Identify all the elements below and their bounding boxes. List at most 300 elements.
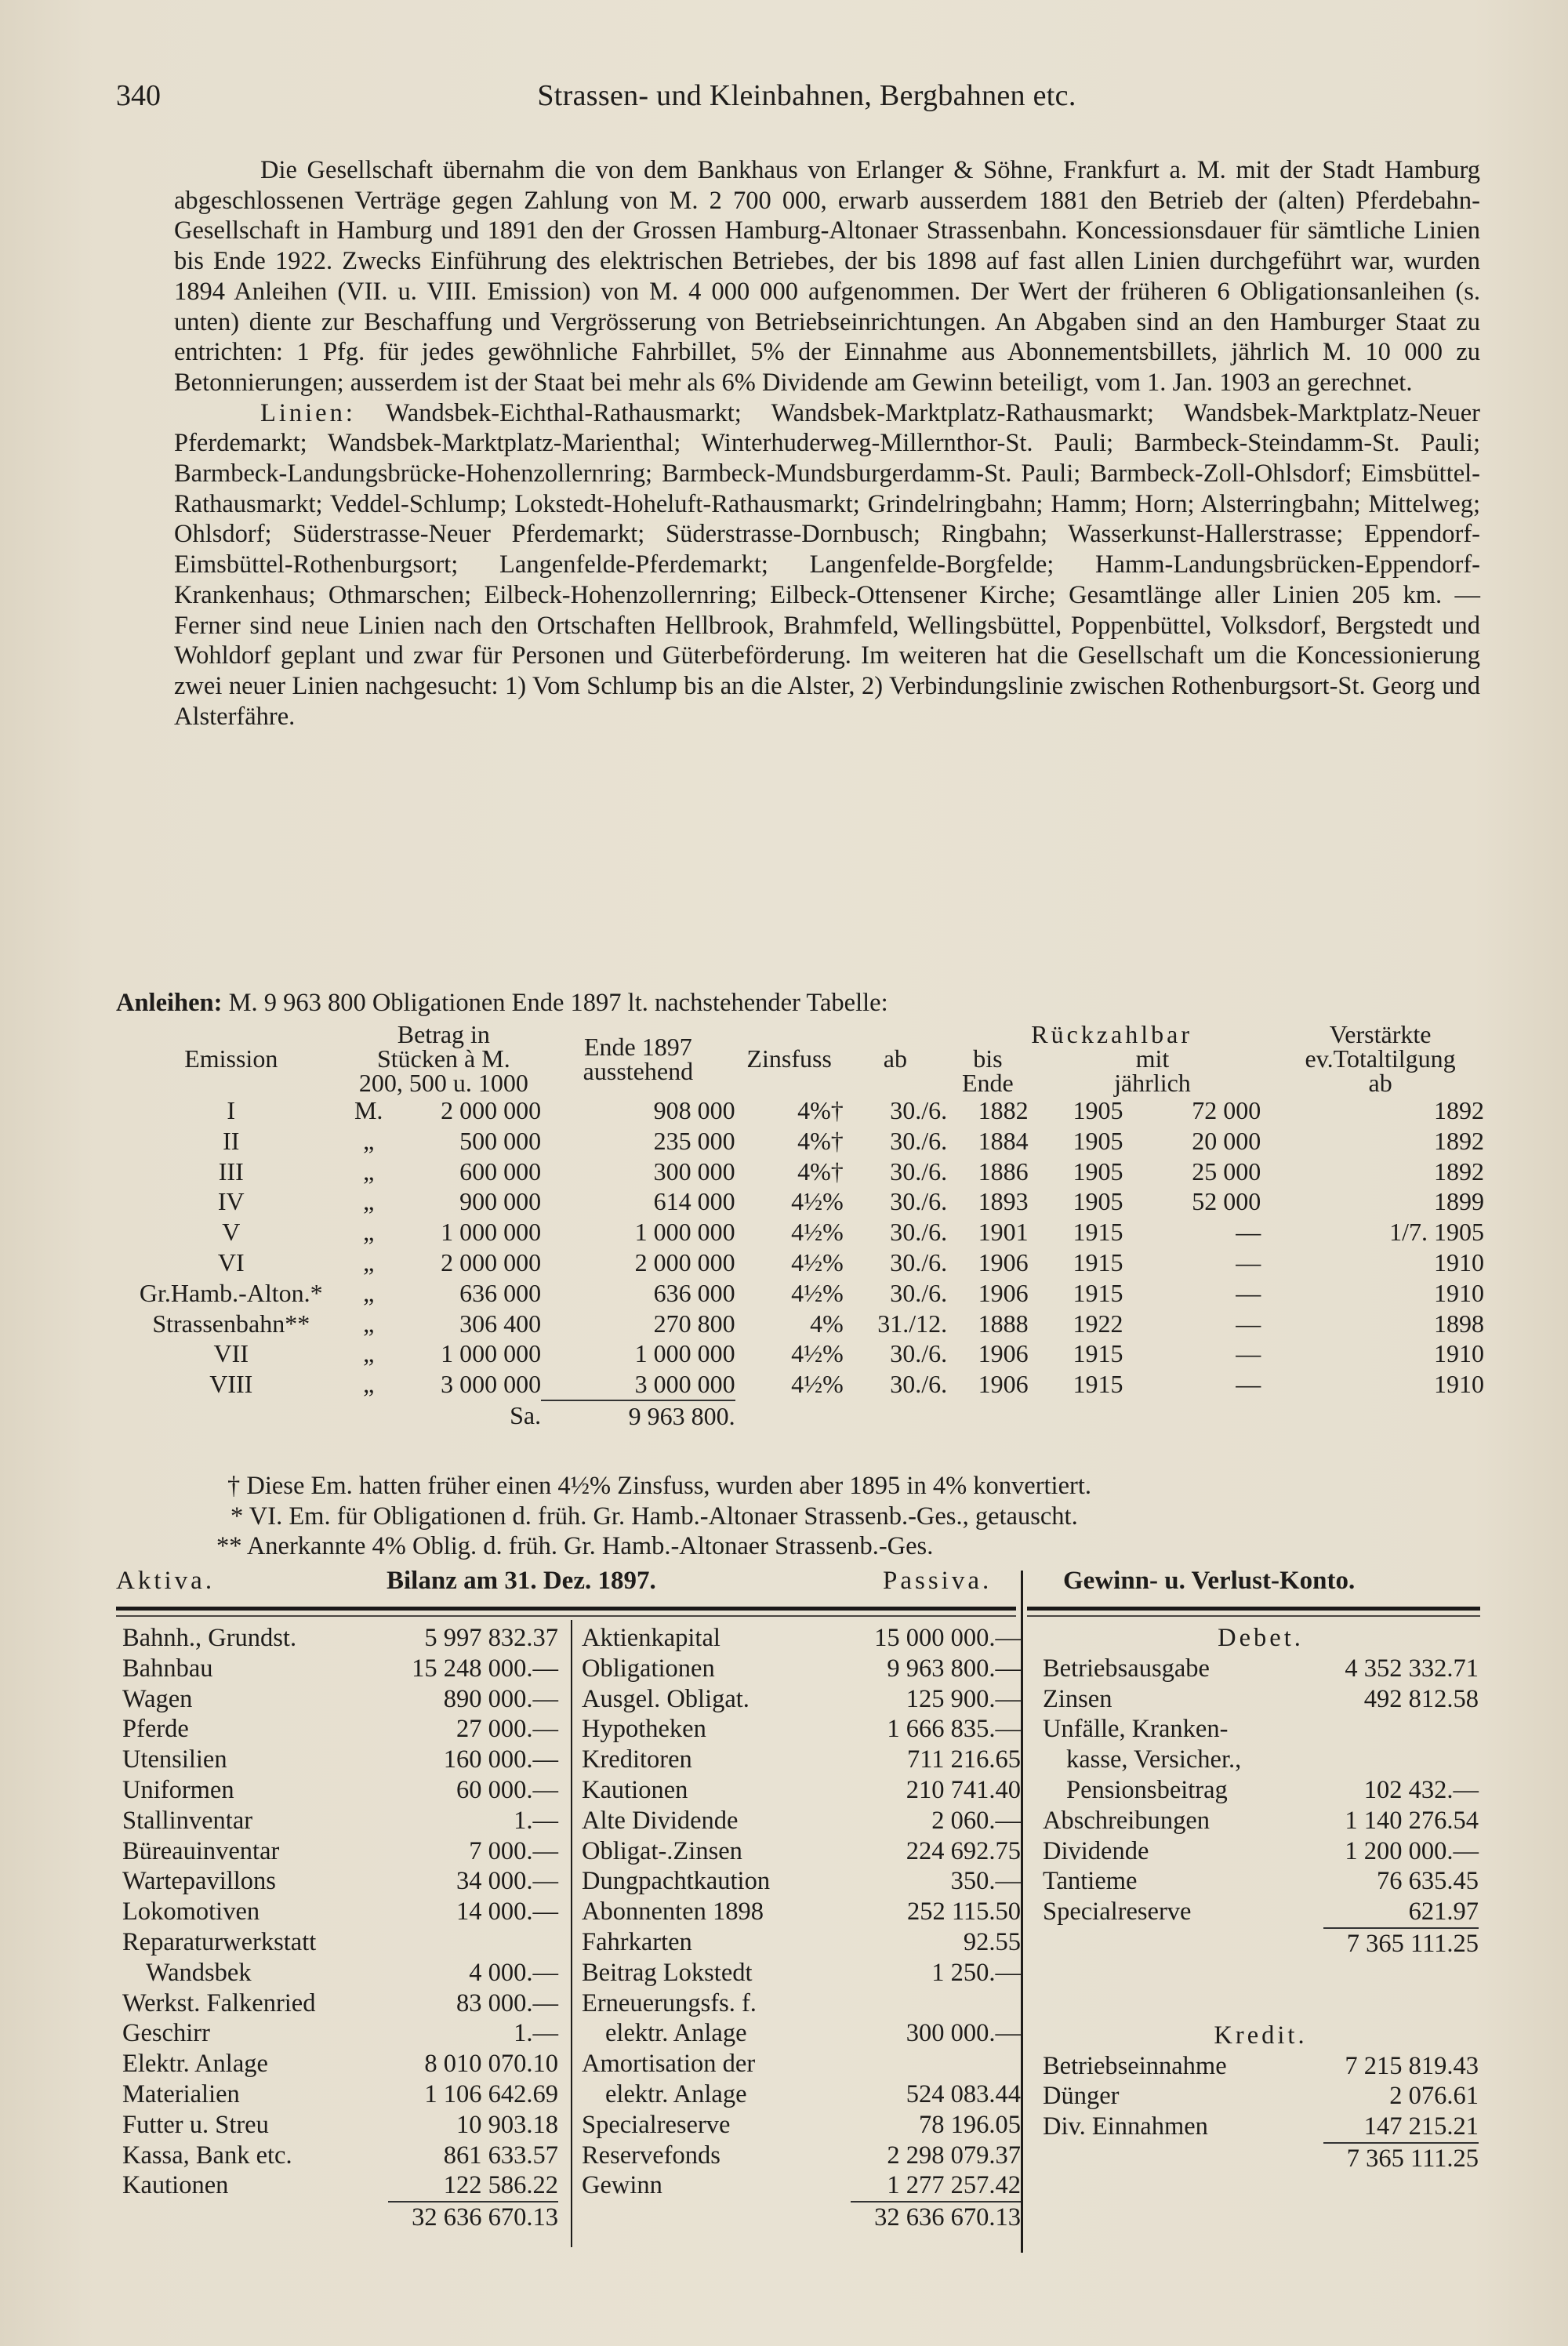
- aktiva-row: [122, 1958, 558, 1988]
- passiva-label: Reservefonds: [582, 2141, 720, 2170]
- debet-value: 492 812.58: [1363, 1684, 1479, 1713]
- aktiva-row: [122, 1714, 558, 1745]
- passiva-row: [582, 2110, 1021, 2141]
- mit-cell: —: [1236, 1309, 1261, 1338]
- col-emission: Emission: [184, 1044, 278, 1073]
- verstaerkte-cell: 1892: [1434, 1157, 1484, 1186]
- passiva-label: Kreditoren: [582, 1745, 692, 1774]
- passiva-row: [582, 1927, 1021, 1958]
- passiva-row: [582, 2141, 1021, 2171]
- mit-cell: —: [1236, 1370, 1261, 1399]
- ab-year-cell: 1888: [978, 1309, 1029, 1338]
- passiva-label: Beitrag Lokstedt: [582, 1958, 753, 1987]
- passiva-label: Alte Dividende: [582, 1806, 739, 1835]
- aktiva-row: [122, 1927, 558, 1958]
- emission-cell: Strassenbahn**: [152, 1309, 310, 1338]
- kredit-total: 7 365 111.25: [1323, 2142, 1479, 2174]
- betrag-cell: 900 000: [459, 1187, 542, 1216]
- zinsfuss-cell: 4%: [810, 1309, 844, 1338]
- kredit-value: 7 215 819.43: [1345, 2051, 1479, 2080]
- aktiva-label: Futter u. Streu: [122, 2110, 269, 2139]
- bis-cell: 1915: [1073, 1247, 1123, 1276]
- passiva-row: [582, 2170, 1021, 2201]
- betrag-cell: 2 000 000: [441, 1096, 542, 1124]
- aktiva-value: 10 903.18: [456, 2110, 558, 2139]
- sum-label: Sa.: [510, 1400, 542, 1429]
- sum-value: 9 963 800.: [541, 1400, 735, 1432]
- bilanz-divider: [571, 1620, 572, 2247]
- aktiva-value: 160 000.—: [443, 1745, 558, 1774]
- ausstehend-cell: 1 000 000: [634, 1218, 735, 1247]
- passiva-row: [582, 1988, 1021, 2019]
- ab-date-cell: 31./12.: [877, 1309, 948, 1338]
- passiva-row: [582, 1958, 1021, 1988]
- passiva-total: 32 636 670.13: [851, 2201, 1021, 2233]
- emission-cell: V: [222, 1218, 241, 1247]
- aktiva-label: Wandsbek: [146, 1958, 252, 1987]
- linien-label: Linien:: [260, 398, 356, 427]
- bond-row: [116, 1247, 1484, 1278]
- passiva-value: 524 083.44: [906, 2079, 1021, 2108]
- passiva-row: [582, 1897, 1021, 1927]
- passiva-value: 1 277 257.42: [887, 2171, 1021, 2200]
- aktiva-row: [122, 1745, 558, 1775]
- debet-label: Abschreibungen: [1043, 1806, 1210, 1835]
- aktiva-label: Wartepavillons: [122, 1867, 276, 1896]
- ausstehend-cell: 300 000: [653, 1157, 735, 1186]
- passiva-row: [582, 1623, 1021, 1654]
- bis-cell: 1915: [1073, 1370, 1123, 1399]
- ab-year-cell: 1882: [978, 1096, 1029, 1124]
- mit-cell: —: [1236, 1247, 1261, 1276]
- aktiva-row: [122, 1897, 558, 1927]
- ausstehend-cell: 2 000 000: [634, 1247, 735, 1276]
- debet-total: 7 365 111.25: [1323, 1927, 1479, 1959]
- ausstehend-cell: 270 800: [653, 1309, 735, 1338]
- debet-row: [1043, 1806, 1479, 1836]
- col-betrag-3: 200, 500 u. 1000: [358, 1069, 528, 1097]
- col-verstaerkte-1: Verstärkte: [1329, 1020, 1432, 1048]
- bond-row: [116, 1095, 1484, 1126]
- passiva-value: 78 196.05: [919, 2110, 1021, 2139]
- bis-cell: 1905: [1073, 1126, 1123, 1155]
- passiva-value: 92.55: [963, 1927, 1021, 1956]
- betrag-prefix: „: [363, 1157, 375, 1186]
- col-betrag-1: Betrag in: [397, 1020, 490, 1048]
- passiva-value: 1 666 835.—: [887, 1715, 1021, 1744]
- passiva-value: 224 692.75: [906, 1836, 1021, 1865]
- passiva-label: Aktienkapital: [582, 1624, 720, 1652]
- bis-cell: 1915: [1073, 1278, 1123, 1307]
- ausstehend-cell: 614 000: [653, 1187, 735, 1216]
- kredit-section: [1043, 2051, 1479, 2173]
- guv-column: [1043, 1623, 1479, 2173]
- aktiva-label: Bahnh., Grundst.: [122, 1624, 297, 1652]
- zinsfuss-cell: 4%†: [797, 1126, 844, 1155]
- aktiva-value: 8 010 070.10: [424, 2050, 558, 2079]
- footnote-dagger: † Diese Em. hatten früher einen 4½% Zinsfuss, wurden aber 1895 in 4% konvertiert.: [227, 1472, 1091, 1500]
- passiva-label: elektr. Anlage: [605, 2079, 747, 2108]
- bilanz-title: Bilanz am 31. Dez. 1897.: [387, 1567, 656, 1595]
- debet-value: 621.97: [1408, 1898, 1479, 1927]
- passiva-value: 15 000 000.—: [874, 1624, 1021, 1652]
- running-title: Strassen- und Kleinbahnen, Bergbahnen etc.: [537, 79, 1076, 112]
- aktiva-value: 1.—: [514, 2019, 558, 2048]
- bis-cell: 1905: [1073, 1187, 1123, 1216]
- balance-header: [116, 1567, 1484, 1601]
- aktiva-label: Materialien: [122, 2079, 240, 2108]
- passiva-row: [582, 2079, 1021, 2110]
- mit-cell: 52 000: [1192, 1187, 1261, 1216]
- footnote-double-star: ** Anerkannte 4% Oblig. d. früh. Gr. Hamb.-Altonaer Strassenb.-Ges.: [216, 1532, 934, 1560]
- betrag-prefix: „: [363, 1370, 375, 1399]
- bond-table-header-row-1: [116, 1022, 1484, 1047]
- debet-label: Betriebsausgabe: [1043, 1654, 1210, 1683]
- aktiva-value: 1 106 642.69: [424, 2079, 558, 2108]
- aktiva-value: 5 997 832.37: [424, 1624, 558, 1652]
- betrag-prefix: „: [363, 1339, 375, 1368]
- aktiva-value: 122 586.22: [443, 2171, 558, 2200]
- footnote-star: * VI. Em. für Obligationen d. früh. Gr. Hamb.-Altonaer Strassenb.-Ges., getauscht.: [230, 1502, 1078, 1531]
- bis-cell: 1905: [1073, 1157, 1123, 1186]
- zinsfuss-cell: 4½%: [791, 1218, 844, 1247]
- col-bis-1: bis: [973, 1044, 1003, 1073]
- bis-cell: 1915: [1073, 1339, 1123, 1368]
- passiva-value: 350.—: [950, 1867, 1021, 1896]
- passiva-row: [582, 2018, 1021, 2049]
- betrag-cell: 636 000: [459, 1278, 542, 1307]
- debet-label: Zinsen: [1043, 1684, 1112, 1713]
- verstaerkte-cell: 1899: [1434, 1187, 1484, 1216]
- debet-heading: Debet.: [1218, 1624, 1304, 1652]
- emission-cell: VII: [213, 1339, 249, 1368]
- aktiva-label: Lokomotiven: [122, 1898, 260, 1927]
- linien-paragraph: [174, 398, 1480, 732]
- col-betrag-2: Stücken à M.: [376, 1044, 510, 1073]
- passiva-value: 711 216.65: [906, 1745, 1021, 1774]
- bilanz-top-rule-thin: [116, 1615, 1016, 1617]
- ab-year-cell: 1893: [978, 1187, 1029, 1216]
- passiva-value: 252 115.50: [906, 1898, 1021, 1927]
- kredit-row: [1043, 2051, 1479, 2082]
- ausstehend-cell: 3 000 000: [634, 1370, 735, 1399]
- aktiva-value: 861 633.57: [443, 2141, 558, 2170]
- anleihen-text: M. 9 963 800 Obligationen Ende 1897 lt. nachstehender Tabelle:: [228, 989, 888, 1017]
- passiva-row: [582, 1714, 1021, 1745]
- kredit-value: 2 076.61: [1389, 2082, 1479, 2111]
- betrag-cell: 306 400: [459, 1309, 542, 1338]
- verstaerkte-cell: 1892: [1434, 1126, 1484, 1155]
- aktiva-row: [122, 1988, 558, 2019]
- ab-year-cell: 1906: [978, 1278, 1029, 1307]
- passiva-label: Hypotheken: [582, 1715, 706, 1744]
- aktiva-label: Reparaturwerkstatt: [122, 1927, 317, 1956]
- aktiva-row: [122, 2049, 558, 2079]
- emission-cell: III: [218, 1157, 244, 1186]
- debet-row: [1043, 1684, 1479, 1715]
- emission-cell: VI: [217, 1247, 245, 1276]
- aktiva-row: [122, 2141, 558, 2171]
- ab-year-cell: 1906: [978, 1247, 1029, 1276]
- betrag-prefix: „: [363, 1187, 375, 1216]
- aktiva-label: Uniformen: [122, 1775, 234, 1804]
- verstaerkte-cell: 1/7. 1905: [1389, 1218, 1484, 1247]
- col-zinsfuss: Zinsfuss: [746, 1044, 832, 1073]
- betrag-prefix: „: [363, 1218, 375, 1247]
- verstaerkte-cell: 1910: [1434, 1247, 1484, 1276]
- footnotes: [216, 1471, 1091, 1562]
- betrag-cell: 3 000 000: [441, 1370, 542, 1399]
- zinsfuss-cell: 4½%: [791, 1339, 844, 1368]
- debet-row: [1043, 1745, 1479, 1775]
- bond-table: [116, 1022, 1484, 1432]
- mit-cell: —: [1236, 1339, 1261, 1368]
- mit-cell: —: [1236, 1218, 1261, 1247]
- ab-year-cell: 1906: [978, 1370, 1029, 1399]
- aktiva-label: Stallinventar: [122, 1806, 253, 1835]
- aktiva-row: [122, 2110, 558, 2141]
- aktiva-column: [122, 1623, 558, 2232]
- bond-row: [116, 1338, 1484, 1369]
- passiva-label: Fahrkarten: [582, 1927, 692, 1956]
- ab-year-cell: 1884: [978, 1126, 1029, 1155]
- zinsfuss-cell: 4½%: [791, 1370, 844, 1399]
- passiva-label: Amortisation der: [582, 2050, 756, 2079]
- zinsfuss-cell: 4%†: [797, 1096, 844, 1124]
- debet-value: 4 352 332.71: [1345, 1654, 1479, 1683]
- aktiva-label: Büreauinventar: [122, 1836, 280, 1865]
- aktiva-value: 7 000.—: [469, 1836, 558, 1865]
- debet-label: Specialreserve: [1043, 1898, 1192, 1927]
- passiva-label: Obligationen: [582, 1654, 715, 1683]
- passiva-row: [582, 1684, 1021, 1715]
- passiva-label: Erneuerungsfs. f.: [582, 1988, 757, 2017]
- passiva-label: Abonnenten 1898: [582, 1898, 764, 1927]
- kredit-row: [1043, 2112, 1479, 2142]
- ab-date-cell: 30./6.: [890, 1339, 948, 1368]
- aktiva-label: Aktiva.: [116, 1567, 216, 1595]
- col-ab: ab: [883, 1044, 907, 1073]
- bilanz-top-rule: [116, 1607, 1016, 1611]
- ab-year-cell: 1906: [978, 1339, 1029, 1368]
- aktiva-label: Werkst. Falkenried: [122, 1988, 316, 2017]
- aktiva-row: [122, 1866, 558, 1897]
- mit-cell: 72 000: [1192, 1096, 1261, 1124]
- debet-label: Pensionsbeitrag: [1066, 1775, 1228, 1804]
- kredit-label: Betriebseinnahme: [1043, 2051, 1227, 2080]
- aktiva-label: Kautionen: [122, 2171, 229, 2200]
- col-verstaerkte-2: ev.Totaltilgung: [1305, 1044, 1456, 1073]
- aktiva-value: 4 000.—: [469, 1958, 558, 1987]
- zinsfuss-cell: 4%†: [797, 1157, 844, 1186]
- bond-row: [116, 1278, 1484, 1309]
- passiva-total-row: [582, 2201, 1021, 2232]
- passiva-row: [582, 1775, 1021, 1806]
- betrag-prefix: „: [363, 1278, 375, 1307]
- betrag-prefix: „: [363, 1309, 375, 1338]
- anleihen-line: [116, 988, 888, 1018]
- betrag-cell: 600 000: [459, 1157, 542, 1186]
- bond-row: [116, 1217, 1484, 1247]
- aktiva-value: 14 000.—: [456, 1898, 558, 1927]
- aktiva-value: 60 000.—: [456, 1775, 558, 1804]
- bond-row: [116, 1157, 1484, 1187]
- debet-value: 102 432.—: [1363, 1775, 1479, 1804]
- mit-cell: 25 000: [1192, 1157, 1261, 1186]
- debet-value: 1 140 276.54: [1345, 1806, 1479, 1835]
- emission-cell: IV: [217, 1187, 245, 1216]
- aktiva-value: 1.—: [514, 1806, 558, 1835]
- ausstehend-cell: 235 000: [653, 1126, 735, 1155]
- guv-divider: [1021, 1571, 1023, 2253]
- aktiva-label: Bahnbau: [122, 1654, 213, 1683]
- betrag-cell: 1 000 000: [441, 1339, 542, 1368]
- debet-label: Unfälle, Kranken-: [1043, 1715, 1229, 1744]
- verstaerkte-cell: 1910: [1434, 1278, 1484, 1307]
- betrag-prefix: M.: [354, 1096, 383, 1124]
- ab-date-cell: 30./6.: [890, 1096, 948, 1124]
- bis-cell: 1922: [1073, 1309, 1123, 1338]
- passiva-row: [582, 2049, 1021, 2079]
- passiva-value: 9 963 800.—: [887, 1654, 1021, 1683]
- debet-row: [1043, 1775, 1479, 1806]
- passiva-label: Gewinn: [582, 2171, 662, 2200]
- ab-date-cell: 30./6.: [890, 1278, 948, 1307]
- aktiva-row: [122, 1775, 558, 1806]
- ab-date-cell: 30./6.: [890, 1218, 948, 1247]
- col-ausstehend: Ende 1897 ausstehend: [583, 1032, 694, 1085]
- emission-cell: Gr.Hamb.-Alton.*: [139, 1278, 323, 1307]
- kredit-label: Div. Einnahmen: [1043, 2112, 1208, 2141]
- col-mit-1: mit: [1135, 1044, 1170, 1073]
- ab-year-cell: 1886: [978, 1157, 1029, 1186]
- betrag-cell: 2 000 000: [441, 1247, 542, 1276]
- ab-date-cell: 30./6.: [890, 1157, 948, 1186]
- betrag-prefix: „: [363, 1247, 375, 1276]
- guv-top-rule: [1027, 1607, 1480, 1611]
- debet-section: [1043, 1654, 1479, 1958]
- verstaerkte-cell: 1910: [1434, 1370, 1484, 1399]
- ab-date-cell: 30./6.: [890, 1126, 948, 1155]
- col-rueckzahlbar: Rückzahlbar: [1031, 1020, 1192, 1048]
- debet-row: [1043, 1897, 1479, 1927]
- aktiva-row: [122, 1654, 558, 1684]
- passiva-value: 2 298 079.37: [887, 2141, 1021, 2170]
- aktiva-label: Utensilien: [122, 1745, 227, 1774]
- debet-value: 1 200 000.—: [1345, 1836, 1479, 1865]
- kredit-label: Dünger: [1043, 2082, 1120, 2111]
- bond-row: [116, 1309, 1484, 1339]
- bond-row: [116, 1186, 1484, 1217]
- mit-cell: —: [1236, 1278, 1261, 1307]
- aktiva-label: Kassa, Bank etc.: [122, 2141, 292, 2170]
- emission-cell: II: [223, 1126, 240, 1155]
- passiva-label: Obligat-.Zinsen: [582, 1836, 742, 1865]
- betrag-prefix: „: [363, 1126, 375, 1155]
- zinsfuss-cell: 4½%: [791, 1247, 844, 1276]
- bis-cell: 1905: [1073, 1096, 1123, 1124]
- ausstehend-cell: 908 000: [653, 1096, 735, 1124]
- passiva-value: 300 000.—: [906, 2019, 1021, 2048]
- debet-label: Tantieme: [1043, 1867, 1138, 1896]
- debet-row: [1043, 1654, 1479, 1684]
- zinsfuss-cell: 4½%: [791, 1187, 844, 1216]
- passiva-label: Dungpachtkaution: [582, 1867, 771, 1896]
- ausstehend-cell: 636 000: [653, 1278, 735, 1307]
- passiva-value: 2 060.—: [931, 1806, 1021, 1835]
- aktiva-row: [122, 1623, 558, 1654]
- kredit-total-row: [1043, 2142, 1479, 2173]
- aktiva-total: 32 636 670.13: [388, 2201, 558, 2233]
- col-mit-2: jährlich: [1114, 1069, 1191, 1097]
- guv-top-rule-thin: [1027, 1615, 1480, 1617]
- aktiva-row: [122, 2018, 558, 2049]
- passiva-value: 210 741.40: [906, 1775, 1021, 1804]
- passiva-label: Passiva.: [883, 1567, 993, 1595]
- debet-label: kasse, Versicher.,: [1066, 1745, 1242, 1774]
- passiva-label: Ausgel. Obligat.: [582, 1684, 750, 1713]
- intro-paragraph: Die Gesellschaft übernahm die von dem Bankhaus von Erlanger & Söhne, Frankfurt a. M. mit der Stadt Hamburg abgeschlossenen Verträge gegen Zahlung von M. 2 700 000, erwarb ausserdem 1881 den Betrieb der (alten) Pferdebahn-Gesellschaft in Hamburg und 1891 den der Grossen Hamburg-Altonaer Strassenbahn. Koncessionsdauer für sämtliche Linien bis Ende 1922. Zwecks Einführung des elektrischen Betriebes, der bis 1898 auf fast allen Linien durchgeführt war, wurden 1894 Anleihen (VII. u. VIII. Emission) von M. 4 000 000 aufgenommen. Der Wert der früheren 6 Obligationsanleihen (s. unten) diente zur Beschaffung und Vergrösserung von Betriebseinrichtungen. An Abgaben sind an den Hamburger Staat zu entrichten: 1 Pfg. für jedes gewöhnliche Fahrbillet, 5% der Einnahme aus Abonnementsbillets, jährlich M. 10 000 zu Betonnierungen; ausserdem ist der Staat bei mehr als 6% Dividende am Gewinn beteiligt, vom 1. Jan. 1903 an gerechnet.: [174, 156, 1480, 397]
- ausstehend-cell: 1 000 000: [634, 1339, 735, 1368]
- passiva-label: Kautionen: [582, 1775, 688, 1804]
- ab-date-cell: 30./6.: [890, 1370, 948, 1399]
- aktiva-label: Wagen: [122, 1684, 193, 1713]
- debet-row: [1043, 1836, 1479, 1867]
- anleihen-label: Anleihen:: [116, 989, 223, 1017]
- bond-row: [116, 1369, 1484, 1400]
- debet-total-row: [1043, 1927, 1479, 1958]
- col-verstaerkte-3: ab: [1368, 1069, 1392, 1097]
- passiva-row: [582, 1806, 1021, 1836]
- kredit-value: 147 215.21: [1363, 2112, 1479, 2141]
- linien-text: Wandsbek-Eichthal-Rathausmarkt; Wandsbek-Marktplatz-Rathausmarkt; Wandsbek-Marktplatz-Neuer Pferdemarkt; Wandsbek-Marktplatz-Marienthal; Winterhuderweg-Millernthor-St. Pauli; Barmbeck-Steindamm-St. Pauli; Barmbeck-Landungsbrücke-Hohenzollernring; Barmbeck-Mundsburgerdamm-St. Pauli; Barmbeck-Zoll-Ohlsdorf; Eimsbüttel-Rathausmarkt; Veddel-Schlump; Lokstedt-Hoheluft-Rathausmarkt; Grindelringbahn; Hamm; Horn; Alsterringbahn; Mittelweg; Ohlsdorf; Süderstrasse-Neuer Pferdemarkt; Süderstrasse-Dornbusch; Ringbahn; Wasserkunst-Hallerstrasse; Eppendorf-Eimsbüttel-Rothenburgsort; Langenfelde-Pferdemarkt; Langenfelde-Borgfelde; Hamm-Landungsbrücken-Eppendorf-Krankenhaus; Othmarschen; Eilbeck-Hohenzollernring; Eilbeck-Ottensener Kirche; Gesamtlänge aller Linien 205 km. — Ferner sind neue Linien nach den Ortschaften Hellbrook, Brahmfeld, Wellingsbüttel, Poppenbüttel, Volksdorf, Bergstedt und Wohldorf geplant und zwar für Personen und Güterbeförderung. Im weiteren hat die Gesellschaft um die Koncessionierung zwei neuer Linien nachgesucht: 1) Vom Schlump bis an die Alster, 2) Verbindungslinie zwischen Rothenburgsort-St. Georg und Alsterfähre.: [174, 398, 1480, 731]
- aktiva-value: 15 248 000.—: [412, 1654, 558, 1683]
- verstaerkte-cell: 1910: [1434, 1339, 1484, 1368]
- aktiva-label: Geschirr: [122, 2019, 210, 2048]
- running-head: [116, 78, 1497, 125]
- passiva-value: 1 250.—: [931, 1958, 1021, 1987]
- page-number: 340: [116, 79, 161, 112]
- passiva-row: [582, 1654, 1021, 1684]
- col-bis-2: Ende: [962, 1069, 1014, 1097]
- body-text: [174, 155, 1480, 732]
- betrag-cell: 1 000 000: [441, 1218, 542, 1247]
- kredit-heading: Kredit.: [1214, 2021, 1308, 2050]
- aktiva-label: Elektr. Anlage: [122, 2050, 268, 2079]
- emission-cell: VIII: [209, 1370, 253, 1399]
- ab-date-cell: 30./6.: [890, 1187, 948, 1216]
- verstaerkte-cell: 1892: [1434, 1096, 1484, 1124]
- guv-title: Gewinn- u. Verlust-Konto.: [1063, 1567, 1356, 1595]
- kredit-row: [1043, 2081, 1479, 2112]
- emission-cell: I: [227, 1096, 236, 1124]
- passiva-column: [582, 1623, 1021, 2232]
- aktiva-value: 27 000.—: [456, 1715, 558, 1744]
- passiva-value: 125 900.—: [906, 1684, 1021, 1713]
- verstaerkte-cell: 1898: [1434, 1309, 1484, 1338]
- ab-date-cell: 30./6.: [890, 1247, 948, 1276]
- aktiva-value: 34 000.—: [456, 1867, 558, 1896]
- aktiva-row: [122, 1684, 558, 1715]
- zinsfuss-cell: 4½%: [791, 1278, 844, 1307]
- passiva-row: [582, 1866, 1021, 1897]
- ab-year-cell: 1901: [978, 1218, 1029, 1247]
- passiva-row: [582, 1745, 1021, 1775]
- aktiva-row: [122, 1836, 558, 1867]
- aktiva-total-row: [122, 2201, 558, 2232]
- aktiva-label: Pferde: [122, 1715, 189, 1744]
- bond-sum-row: [116, 1400, 1484, 1432]
